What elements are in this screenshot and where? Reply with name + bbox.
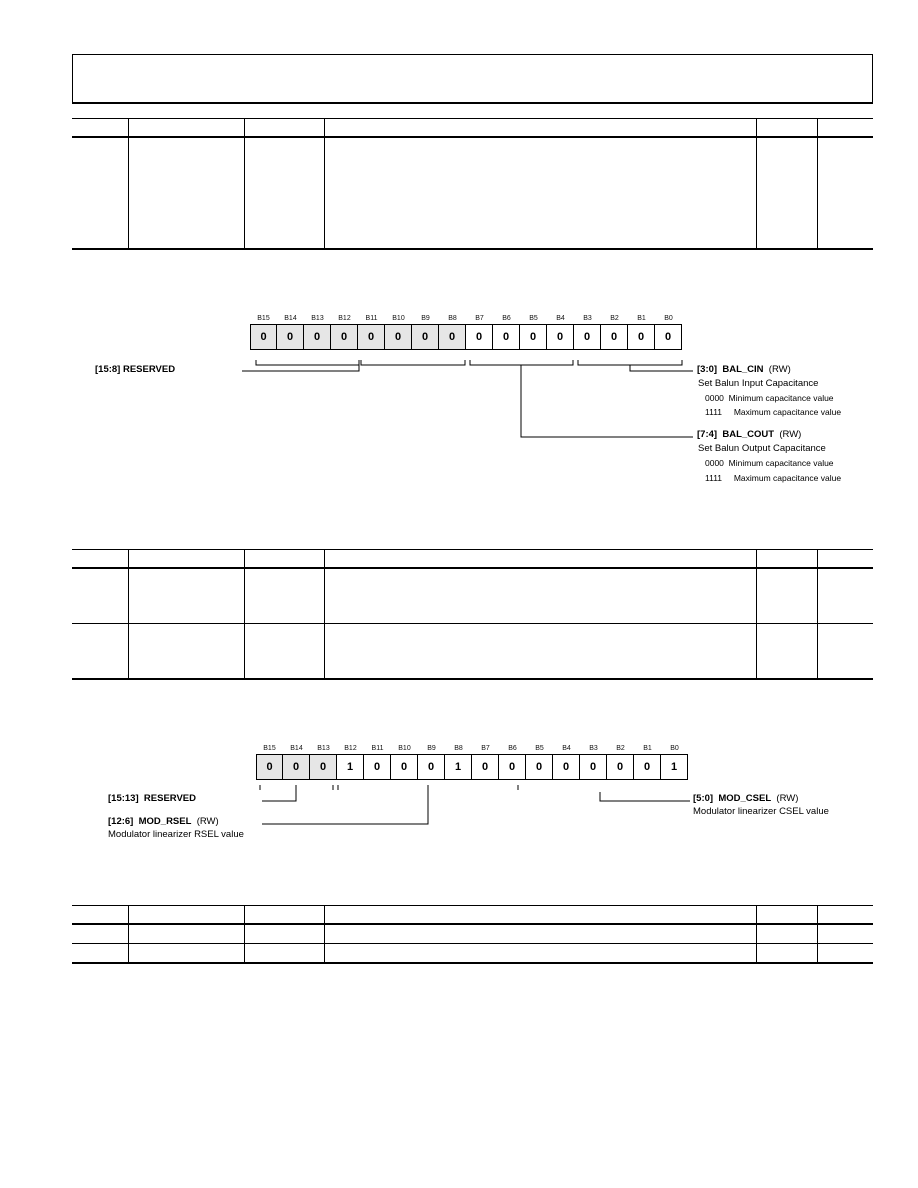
bit-name-label: B1: [637, 315, 646, 322]
reserved-name: RESERVED: [122, 364, 176, 375]
bit-name-label: B9: [427, 745, 436, 752]
bit-value-cell: 0: [493, 324, 520, 350]
mod-rsel-name: MOD_RSEL: [138, 816, 192, 827]
bit-name-label: B2: [610, 315, 619, 322]
bit-name-label: B1: [643, 745, 652, 752]
bit-value-cell: 0: [607, 754, 634, 780]
bit-value-cell: 0: [385, 324, 412, 350]
bit-value-cell: 0: [412, 324, 439, 350]
bit-name-label: B11: [371, 745, 384, 752]
table-row: [72, 944, 873, 964]
bit-value-cell: 0: [499, 754, 526, 780]
bit-value-cell: 0: [547, 324, 574, 350]
reserved-range: [15:8]: [95, 364, 121, 375]
bit-name-label: B9: [421, 315, 430, 322]
mod-csel-desc: Modulator linearizer CSEL value: [693, 806, 829, 817]
bit-name-label: B0: [670, 745, 679, 752]
table-row: [72, 568, 873, 624]
bit-name-label: B7: [481, 745, 490, 752]
bit-value-cell: 0: [439, 324, 466, 350]
bit-value-cell: 0: [466, 324, 493, 350]
bit-name-label: B6: [502, 315, 511, 322]
bit-value-cell: 0: [418, 754, 445, 780]
mod-csel-access: (RW): [776, 793, 799, 804]
bit-diagram-2: [256, 744, 688, 780]
mod-csel-label: [693, 792, 798, 805]
bal-cout-option: 0000 Minimum capacitance value: [705, 458, 834, 468]
bit-name-label: B10: [392, 315, 405, 322]
table-row: [72, 924, 873, 944]
bit-value-cell: 0: [628, 324, 655, 350]
bit-name-label: B6: [508, 745, 517, 752]
bal-cout-label: [697, 428, 801, 441]
table-header-row: [72, 906, 873, 925]
bit-name-label: B3: [589, 745, 598, 752]
bit-name-label: B7: [475, 315, 484, 322]
bit-value-cell: 0: [256, 754, 283, 780]
bit-value-cell: 1: [337, 754, 364, 780]
bit-value-cell: 0: [655, 324, 682, 350]
mod-rsel-range: [12:6]: [108, 816, 134, 827]
bit-name-label: B15: [257, 315, 270, 322]
bit-value-cell: 1: [661, 754, 688, 780]
bit-value-cell: 0: [580, 754, 607, 780]
bit-name-label: B12: [344, 745, 357, 752]
mod-csel-name: MOD_CSEL: [718, 793, 772, 804]
bit-name-label: B15: [263, 745, 276, 752]
bit-value-cell: 0: [634, 754, 661, 780]
bit-value-cell: 0: [574, 324, 601, 350]
bal-cin-range: [3:0]: [697, 364, 718, 375]
reserved-range: [15:13]: [108, 793, 139, 804]
bit-name-label: B4: [556, 315, 565, 322]
register-table-2: [72, 549, 873, 680]
bit-name-label: B4: [562, 745, 571, 752]
bit-value-cell: 0: [358, 324, 385, 350]
mod-rsel-desc: Modulator linearizer RSEL value: [108, 829, 244, 840]
bit-value-cell: 0: [331, 324, 358, 350]
bit-name-label: B11: [365, 315, 378, 322]
bit-name-label: B3: [583, 315, 592, 322]
bal-cout-desc: Set Balun Output Capacitance: [698, 443, 826, 454]
bit-value-cell: 0: [277, 324, 304, 350]
bit-name-label: B5: [529, 315, 538, 322]
bit-name-label: B8: [448, 315, 457, 322]
bal-cout-range: [7:4]: [697, 429, 718, 440]
bit-value-cell: 0: [310, 754, 337, 780]
mod-csel-range: [5:0]: [693, 793, 714, 804]
bal-cin-name: BAL_CIN: [722, 364, 764, 375]
bit-name-label: B13: [317, 745, 330, 752]
bal-cin-label: [697, 363, 791, 376]
bit-value-cell: 0: [553, 754, 580, 780]
bal-cout-access: (RW): [779, 429, 802, 440]
bit-name-label: B10: [398, 745, 411, 752]
bal-cin-option: 0000 Minimum capacitance value: [705, 393, 834, 403]
bit-name-label: B14: [290, 745, 303, 752]
table-header-row: [72, 550, 873, 569]
bit-name-label: B2: [616, 745, 625, 752]
bit-name-label: B8: [454, 745, 463, 752]
bit-name-label: B14: [284, 315, 297, 322]
bit-value-cell: 0: [391, 754, 418, 780]
bit-value-cell: 0: [520, 324, 547, 350]
bal-cin-access: (RW): [768, 364, 791, 375]
bit-value-cell: 0: [526, 754, 553, 780]
reserved-name: RESERVED: [143, 793, 196, 804]
mod-rsel-label: [108, 815, 219, 828]
mod-rsel-access: (RW): [196, 816, 219, 827]
bit-name-label: B0: [664, 315, 673, 322]
bit-name-label: B13: [311, 315, 324, 322]
bit-name-label: B12: [338, 315, 351, 322]
bit-value-cell: 0: [472, 754, 499, 780]
bit-value-cell: 0: [364, 754, 391, 780]
bit-value-cell: 0: [283, 754, 310, 780]
bal-cout-name: BAL_COUT: [722, 429, 775, 440]
bit-value-cell: 0: [601, 324, 628, 350]
table-row: [72, 624, 873, 680]
bal-cin-desc: Set Balun Input Capacitance: [698, 378, 819, 389]
register-table-3: [72, 905, 873, 964]
reserved-label-2: [108, 792, 196, 805]
bit-name-label: B5: [535, 745, 544, 752]
bit-value-cell: 1: [445, 754, 472, 780]
bal-cin-option: 1111 Maximum capacitance value: [705, 407, 842, 417]
bit-value-cell: 0: [304, 324, 331, 350]
reserved-label-1: [95, 363, 175, 376]
bit-value-cell: 0: [250, 324, 277, 350]
bal-cout-option: 1111 Maximum capacitance value: [705, 473, 842, 483]
